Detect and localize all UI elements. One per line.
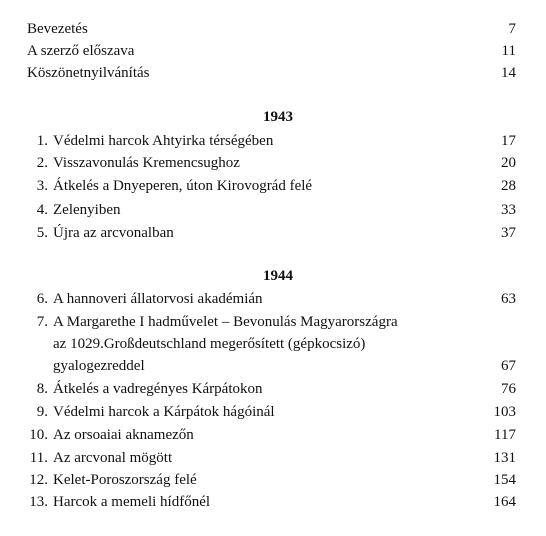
toc-entry bbox=[0, 175, 546, 197]
toc-entry bbox=[0, 288, 546, 310]
toc-entry bbox=[0, 62, 546, 84]
entry-page: 33 bbox=[501, 202, 516, 218]
entry-page: 17 bbox=[501, 133, 516, 149]
entry-number: 11. bbox=[29, 450, 48, 466]
entry-title-line: az 1029.Großdeutschland megerősített (gépkocsizó) bbox=[53, 336, 366, 352]
toc-entry bbox=[0, 424, 546, 446]
entry-page: 63 bbox=[501, 291, 516, 307]
toc-entry bbox=[0, 152, 546, 174]
entry-number: 2. bbox=[36, 155, 48, 171]
entry-title: Átkelés a vadregényes Kárpátokon bbox=[53, 381, 263, 397]
entry-title: Átkelés a Dnyeperen, úton Kirovográd felé bbox=[53, 178, 313, 194]
entry-page: 76 bbox=[501, 381, 516, 397]
entry-title: Védelmi harcok a Kárpátok hágóinál bbox=[53, 404, 275, 420]
toc-entry bbox=[0, 222, 546, 244]
entry-page: 103 bbox=[493, 404, 516, 420]
entry-number: 6. bbox=[36, 291, 48, 307]
entry-title: Újra az arcvonalban bbox=[53, 225, 174, 241]
entry-page: 11 bbox=[501, 43, 516, 59]
section-year-heading: 1944 bbox=[263, 268, 293, 284]
entry-page: 37 bbox=[501, 225, 516, 241]
entry-page: 28 bbox=[501, 178, 516, 194]
entry-page: 131 bbox=[493, 450, 516, 466]
entry-title-line: gyalogezreddel bbox=[53, 358, 145, 374]
toc-entry bbox=[0, 40, 546, 62]
entry-number: 9. bbox=[36, 404, 48, 420]
entry-title: Az orsoaiai aknamezőn bbox=[53, 427, 194, 443]
entry-title-line: A Margarethe I hadművelet – Bevonulás Magyarországra bbox=[53, 314, 398, 330]
entry-title: A hannoveri állatorvosi akadémián bbox=[53, 291, 263, 307]
entry-title: Kelet-Poroszország felé bbox=[53, 472, 197, 488]
section-year-heading: 1943 bbox=[263, 109, 293, 125]
entry-title: Az arcvonal mögött bbox=[53, 450, 173, 466]
entry-title: Köszönetnyilvánítás bbox=[27, 65, 150, 81]
toc-entry-continuation bbox=[0, 333, 546, 355]
entry-title: Bevezetés bbox=[27, 21, 88, 37]
toc-entry bbox=[0, 311, 546, 333]
entry-number: 12. bbox=[29, 472, 48, 488]
entry-page: 7 bbox=[508, 21, 516, 37]
entry-number: 3. bbox=[36, 178, 48, 194]
toc-entry bbox=[0, 491, 546, 513]
entry-page: 154 bbox=[493, 472, 516, 488]
toc-entry bbox=[0, 130, 546, 152]
entry-title: Zelenyiben bbox=[53, 202, 121, 218]
entry-number: 13. bbox=[29, 494, 48, 510]
entry-title: Védelmi harcok Ahtyirka térségében bbox=[53, 133, 274, 149]
entry-page: 67 bbox=[501, 358, 516, 374]
entry-page: 117 bbox=[494, 427, 516, 443]
entry-page: 164 bbox=[493, 494, 516, 510]
toc-entry bbox=[0, 447, 546, 469]
toc-entry bbox=[0, 401, 546, 423]
entry-title: A szerző előszava bbox=[27, 43, 135, 59]
toc-entry bbox=[0, 18, 546, 40]
entry-number: 4. bbox=[36, 202, 48, 218]
entry-number: 8. bbox=[36, 381, 48, 397]
entry-page: 20 bbox=[501, 155, 516, 171]
entry-number: 7. bbox=[36, 314, 48, 330]
entry-number: 10. bbox=[29, 427, 48, 443]
entry-number: 5. bbox=[36, 225, 48, 241]
toc-entry bbox=[0, 469, 546, 491]
toc-entry bbox=[0, 378, 546, 400]
entry-number: 1. bbox=[36, 133, 48, 149]
entry-title: Visszavonulás Kremencsughoz bbox=[53, 155, 240, 171]
toc-entry bbox=[0, 199, 546, 221]
toc-entry-continuation bbox=[0, 355, 546, 377]
entry-title: Harcok a memeli hídfőnél bbox=[53, 494, 211, 510]
entry-page: 14 bbox=[501, 65, 516, 81]
